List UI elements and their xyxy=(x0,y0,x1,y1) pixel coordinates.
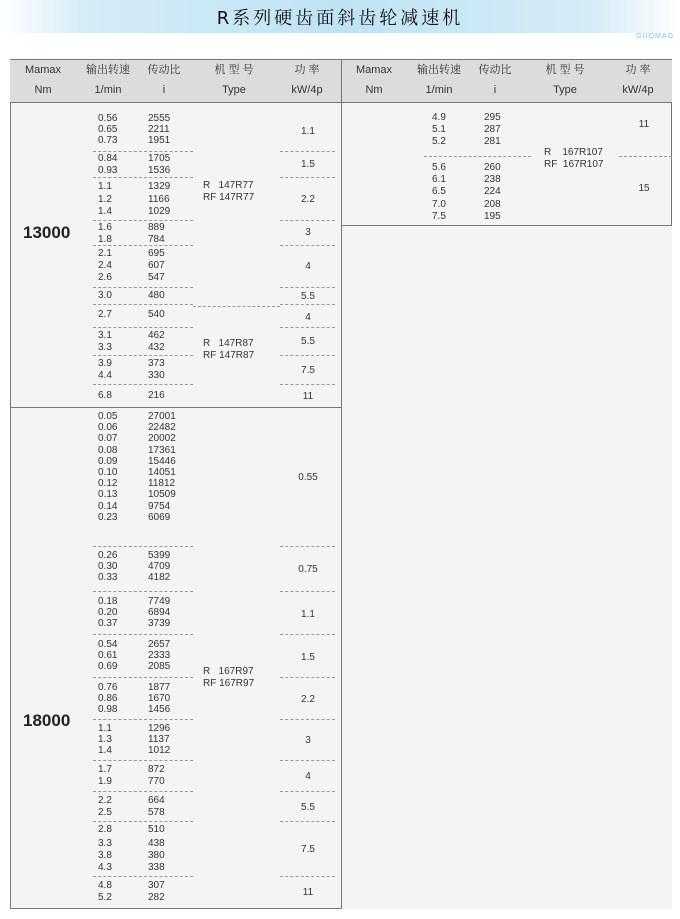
ratio-cell: 17361 xyxy=(148,444,176,456)
ratio-cell: 195 xyxy=(484,210,501,222)
title-banner xyxy=(0,0,680,33)
speed-cell: 0.65 xyxy=(98,124,118,135)
row-separator xyxy=(93,220,193,221)
ratio-cell: 330 xyxy=(148,370,165,381)
power-cell: 1.5 xyxy=(301,651,315,663)
header-unit: Nm xyxy=(365,84,383,96)
ratio-cell: 540 xyxy=(148,309,165,320)
power-cell: 4 xyxy=(305,261,311,272)
row-separator xyxy=(93,384,193,385)
ratio-cell: 216 xyxy=(148,390,165,401)
row-separator xyxy=(93,355,193,356)
right-bottom-line xyxy=(341,225,672,226)
header-unit: 1/min xyxy=(94,84,122,96)
header-speed-left xyxy=(80,62,136,98)
speed-cell: 5.2 xyxy=(432,136,446,148)
header-mamax-left xyxy=(12,62,74,98)
torque-13000: 13000 xyxy=(23,223,71,242)
speed-cell: 6.5 xyxy=(432,186,446,198)
ratio-cell: 1951 xyxy=(148,135,171,146)
ratio-cell: 889 xyxy=(148,222,165,233)
row-separator xyxy=(280,177,335,178)
speed-cell: 2.5 xyxy=(98,807,112,818)
speed-cell: 7.0 xyxy=(432,198,446,210)
header-label: 机 型 号 xyxy=(545,64,585,76)
ratio-cell: 338 xyxy=(148,862,165,873)
power-cell: 2.2 xyxy=(301,694,315,705)
ratio-cell: 664 xyxy=(148,795,165,806)
ratio-cell: 14051 xyxy=(148,467,176,478)
speed-cell: 4.3 xyxy=(98,862,112,873)
ratio-cell: 11812 xyxy=(148,478,176,490)
speed-cell: 0.12 xyxy=(98,478,118,490)
row-separator xyxy=(93,760,193,761)
ratio-cell: 1670 xyxy=(148,693,171,704)
power-cell: 5.5 xyxy=(301,336,315,347)
speed-cell: 0.26 xyxy=(98,550,118,561)
speed-cell: 0.14 xyxy=(98,500,118,512)
row-separator xyxy=(280,287,335,288)
row-separator xyxy=(280,760,335,761)
speed-cell: 5.1 xyxy=(432,124,446,136)
model-type: R 147R87 RF 147R87 xyxy=(203,338,255,361)
row-separator xyxy=(280,384,335,385)
row-separator xyxy=(93,677,193,678)
row-separator xyxy=(93,327,193,328)
row-separator xyxy=(280,719,335,720)
ratio-cell: 4182 xyxy=(148,572,171,583)
row-separator xyxy=(93,245,193,246)
ratio-cell: 510 xyxy=(148,824,165,835)
row-separator xyxy=(280,355,335,356)
header-unit: Type xyxy=(222,84,246,96)
header-label: Mamax xyxy=(24,64,62,76)
power-cell: 1.1 xyxy=(301,125,315,137)
ratio-cell: 2555 xyxy=(148,113,171,124)
power-cell: 0.55 xyxy=(298,472,318,483)
ratio-cell: 9754 xyxy=(148,500,171,512)
power-cell: 3 xyxy=(305,227,311,238)
header-unit: kW/4p xyxy=(291,84,323,96)
power-cell: 11 xyxy=(638,119,650,130)
power-cell: 0.75 xyxy=(298,564,318,575)
ratio-cell: 432 xyxy=(148,342,165,353)
row-separator xyxy=(280,821,335,822)
speed-cell: 5.2 xyxy=(98,892,112,903)
speed-cell: 0.18 xyxy=(98,596,118,607)
speed-cell: 0.09 xyxy=(98,455,118,467)
speed-cell: 0.06 xyxy=(98,422,118,434)
speed-cell: 0.08 xyxy=(98,444,118,456)
row-separator xyxy=(93,791,193,792)
header-label: 功 率 xyxy=(625,64,651,76)
row-separator xyxy=(280,245,335,246)
speed-cell: 0.10 xyxy=(98,467,118,478)
ratio-cell: 4709 xyxy=(148,561,171,572)
torque-18000: 18000 xyxy=(23,711,71,730)
power-cell: 15 xyxy=(638,183,650,194)
ratio-cell: 2085 xyxy=(148,661,171,672)
speed-cell: 3.3 xyxy=(98,838,112,849)
speed-cell: 4.4 xyxy=(98,370,112,381)
ratio-cell: 287 xyxy=(484,124,501,136)
ratio-cell: 438 xyxy=(148,838,165,849)
header-unit: i xyxy=(162,84,166,96)
row-separator xyxy=(280,634,335,635)
header-ratio-left xyxy=(136,62,192,98)
speed-cell: 3.1 xyxy=(98,330,112,341)
row-separator xyxy=(280,791,335,792)
power-cell: 11 xyxy=(302,391,314,402)
ratio-cell: 27001 xyxy=(148,411,176,422)
power-cell: 7.5 xyxy=(301,364,315,376)
ratio-cell: 1029 xyxy=(148,206,171,217)
row-separator xyxy=(619,156,672,157)
row-separator xyxy=(93,151,193,152)
center-divider xyxy=(341,59,342,909)
ratio-cell: 1012 xyxy=(148,745,171,756)
header-power-right xyxy=(613,62,663,98)
ratio-cell: 1137 xyxy=(148,734,170,745)
header-label: 功 率 xyxy=(294,64,320,76)
ratio-cell: 2211 xyxy=(148,124,170,135)
header-speed-right xyxy=(411,62,467,98)
power-cell: 1.5 xyxy=(301,158,315,170)
speed-cell: 3.0 xyxy=(98,290,112,301)
row-separator xyxy=(93,634,193,635)
ratio-cell: 607 xyxy=(148,260,165,271)
speed-cell: 0.20 xyxy=(98,607,118,618)
speed-cell: 1.1 xyxy=(98,181,112,192)
ratio-cell: 373 xyxy=(148,358,165,369)
ratio-cell: 1536 xyxy=(148,165,171,176)
ratio-cell: 10509 xyxy=(148,489,176,501)
speed-cell: 3.8 xyxy=(98,850,112,861)
model-type: R 167R107 RF 167R107 xyxy=(544,147,604,170)
speed-cell: 0.73 xyxy=(98,135,118,146)
speed-cell: 1.4 xyxy=(98,206,112,217)
speed-cell: 0.13 xyxy=(98,489,118,501)
speed-cell: 0.07 xyxy=(98,433,118,445)
header-unit: kW/4p xyxy=(622,84,654,96)
ratio-cell: 3739 xyxy=(148,618,171,629)
header-label: Mamax xyxy=(355,64,393,76)
row-separator xyxy=(93,719,193,720)
row-separator xyxy=(280,327,335,328)
speed-cell: 0.98 xyxy=(98,704,118,715)
speed-cell: 3.9 xyxy=(98,358,112,369)
ratio-cell: 1166 xyxy=(148,194,170,205)
header-label: 输出转速 xyxy=(417,64,461,76)
ratio-cell: 462 xyxy=(148,330,165,341)
row-separator xyxy=(280,677,335,678)
speed-cell: 4.9 xyxy=(432,112,446,123)
ratio-cell: 224 xyxy=(484,186,501,198)
row-separator xyxy=(280,876,335,877)
ratio-cell: 578 xyxy=(148,807,165,818)
model-type: R 147R77 RF 147R77 xyxy=(203,180,255,203)
ratio-cell: 6069 xyxy=(148,511,171,523)
speed-cell: 0.86 xyxy=(98,693,118,704)
ratio-cell: 282 xyxy=(148,892,165,903)
ratio-cell: 1296 xyxy=(148,723,171,734)
speed-cell: 3.3 xyxy=(98,342,112,353)
speed-cell: 2.6 xyxy=(98,272,112,283)
speed-cell: 6.8 xyxy=(98,390,112,401)
ratio-cell: 770 xyxy=(148,776,165,787)
speed-cell: 0.84 xyxy=(98,153,118,164)
ratio-cell: 1329 xyxy=(148,181,171,192)
row-separator xyxy=(93,177,193,178)
header-power-left xyxy=(282,62,332,98)
header-mamax-right xyxy=(343,62,405,98)
header-ratio-right xyxy=(467,62,523,98)
speed-cell: 0.61 xyxy=(98,650,118,661)
speed-cell: 1.2 xyxy=(98,194,112,205)
ratio-cell: 260 xyxy=(484,162,501,173)
header-label: 传动比 xyxy=(478,64,512,76)
ratio-cell: 1877 xyxy=(148,682,171,693)
speed-cell: 7.5 xyxy=(432,210,446,222)
speed-cell: 1.6 xyxy=(98,222,112,233)
ratio-cell: 1456 xyxy=(148,704,171,715)
ratio-cell: 5399 xyxy=(148,550,171,561)
row-separator xyxy=(280,304,335,305)
header-model-left xyxy=(196,62,272,98)
power-cell: 2.2 xyxy=(301,194,315,205)
speed-cell: 1.7 xyxy=(98,764,112,775)
header-model-right xyxy=(527,62,603,98)
ratio-cell: 1705 xyxy=(148,153,171,164)
header-unit: Type xyxy=(553,84,577,96)
speed-cell: 0.23 xyxy=(98,511,118,523)
ratio-cell: 15446 xyxy=(148,455,176,467)
row-separator xyxy=(93,546,193,547)
row-separator xyxy=(280,546,335,547)
row-separator xyxy=(280,220,335,221)
ratio-cell: 22482 xyxy=(148,422,176,434)
header-label: 机 型 号 xyxy=(214,64,254,76)
right-empty-area xyxy=(341,226,672,909)
ratio-cell: 784 xyxy=(148,234,165,245)
speed-cell: 2.4 xyxy=(98,260,112,271)
ratio-cell: 7749 xyxy=(148,596,171,607)
row-separator xyxy=(280,591,335,592)
row-separator xyxy=(93,821,193,822)
ratio-cell: 2657 xyxy=(148,639,171,650)
ratio-cell: 307 xyxy=(148,880,165,891)
row-separator xyxy=(93,287,193,288)
model-type: R 167R97 RF 167R97 xyxy=(203,666,255,689)
header-unit: i xyxy=(493,84,497,96)
speed-cell: 1.1 xyxy=(98,723,112,734)
ratio-cell: 480 xyxy=(148,290,165,301)
power-cell: 4 xyxy=(305,771,311,782)
header-label: 传动比 xyxy=(147,64,181,76)
row-separator xyxy=(193,306,280,307)
speed-cell: 2.7 xyxy=(98,309,112,320)
speed-cell: 2.2 xyxy=(98,795,112,806)
ratio-cell: 380 xyxy=(148,850,165,861)
speed-cell: 1.9 xyxy=(98,776,112,787)
speed-cell: 2.8 xyxy=(98,824,112,835)
ratio-cell: 20002 xyxy=(148,433,176,445)
speed-cell: 0.33 xyxy=(98,572,118,583)
power-cell: 7.5 xyxy=(301,843,315,855)
ratio-cell: 6894 xyxy=(148,607,171,618)
power-cell: 1.1 xyxy=(301,608,315,620)
speed-cell: 1.3 xyxy=(98,734,112,745)
row-separator xyxy=(93,591,193,592)
ratio-cell: 238 xyxy=(484,174,501,186)
speed-cell: 0.37 xyxy=(98,618,118,629)
ratio-cell: 547 xyxy=(148,272,165,283)
header-unit: Nm xyxy=(34,84,52,96)
ratio-cell: 208 xyxy=(484,198,501,210)
power-cell: 5.5 xyxy=(301,801,315,813)
row-separator xyxy=(424,156,531,157)
speed-cell: 0.30 xyxy=(98,561,118,572)
speed-cell: 0.05 xyxy=(98,411,118,422)
page-title: R系列硬齿面斜齿轮减速机 xyxy=(216,8,464,29)
brand-mark: GUOMAO xyxy=(636,33,674,40)
speed-cell: 5.6 xyxy=(432,162,446,173)
power-cell: 5.5 xyxy=(301,290,315,302)
section-divider xyxy=(10,407,341,408)
ratio-cell: 281 xyxy=(484,136,501,148)
speed-cell: 6.1 xyxy=(432,174,446,186)
header-unit: 1/min xyxy=(425,84,453,96)
header-label: 输出转速 xyxy=(86,64,130,76)
power-cell: 4 xyxy=(305,311,311,323)
row-separator xyxy=(93,876,193,877)
speed-cell: 1.4 xyxy=(98,745,112,756)
ratio-cell: 2333 xyxy=(148,650,171,661)
speed-cell: 0.76 xyxy=(98,682,118,693)
ratio-cell: 695 xyxy=(148,248,165,259)
speed-cell: 0.69 xyxy=(98,661,118,672)
speed-cell: 2.1 xyxy=(98,248,112,259)
power-cell: 3 xyxy=(305,735,311,746)
power-cell: 11 xyxy=(302,886,314,898)
speed-cell: 0.54 xyxy=(98,639,118,650)
row-separator xyxy=(93,304,193,305)
ratio-cell: 872 xyxy=(148,764,165,775)
speed-cell: 0.93 xyxy=(98,165,118,176)
speed-cell: 0.56 xyxy=(98,113,118,124)
row-separator xyxy=(280,151,335,152)
speed-cell: 1.8 xyxy=(98,234,112,245)
ratio-cell: 295 xyxy=(484,112,501,123)
speed-cell: 4.8 xyxy=(98,880,112,891)
